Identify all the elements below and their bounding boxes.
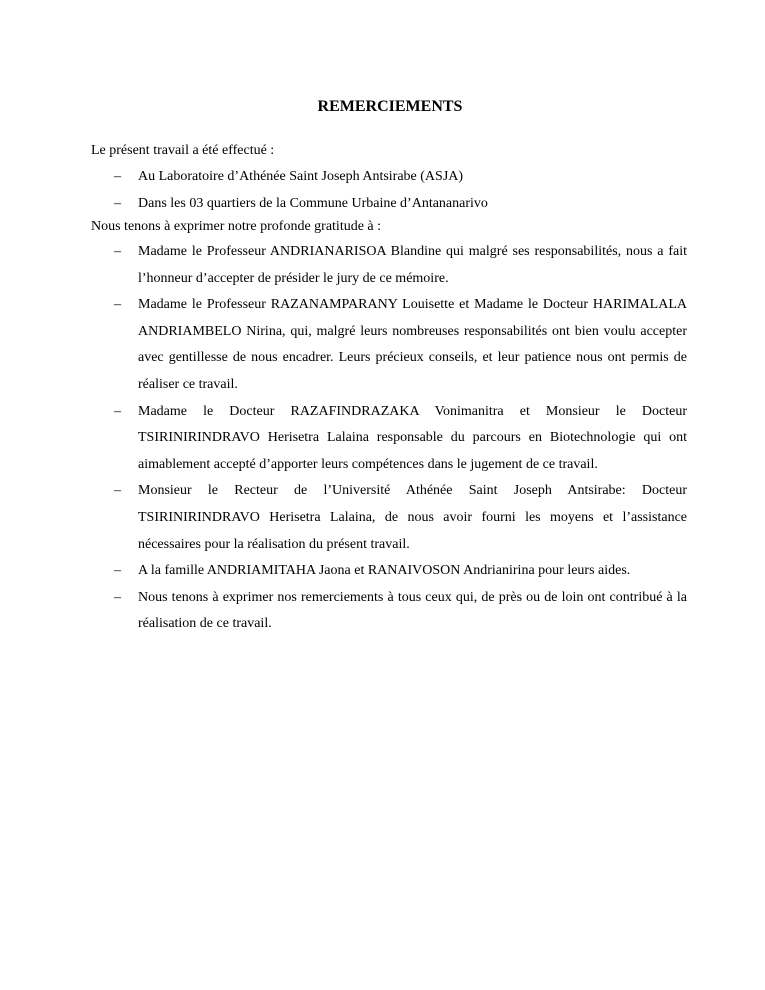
list-item <box>91 190 687 217</box>
page-title: REMERCIEMENTS <box>317 98 463 115</box>
bullet-dash: – <box>114 563 121 579</box>
list-item-text: Madame le Docteur RAZAFINDRAZAKA Vonimanitra et Monsieur le Docteur TSIRINIRINDRAVO Herisetra Lalaina responsable du parcours en Biotechnologie qui ont aimablement accepté d’apporter leurs compétences dans le jugement de ce travail. <box>138 403 687 472</box>
bullet-dash: – <box>114 589 121 605</box>
bullet-dash: – <box>114 483 121 499</box>
list-item-text: Monsieur le Recteur de l’Université Athénée Saint Joseph Antsirabe: Docteur TSIRINIRINDRAVO Herisetra Lalaina, de nous avoir fourni les moyens et l’assistance nécessaires pour la réalisation du présent travail. <box>138 483 687 552</box>
list-item-text: Au Laboratoire d’Athénée Saint Joseph Antsirabe (ASJA) <box>138 169 464 184</box>
bullet-dash: – <box>114 297 121 313</box>
list-item-text: Madame le Professeur RAZANAMPARANY Louisette et Madame le Docteur HARIMALALA ANDRIAMBELO Nirina, qui, malgré leurs nombreuses responsabilités ont bien voulu accepter avec gentillesse de nous encadrer. Leurs précieux conseils, et leur patience nous ont permis de réaliser ce travail. <box>138 297 687 392</box>
acknowledgements-list <box>91 239 687 638</box>
list-item <box>91 558 687 585</box>
list-item-text: A la famille ANDRIAMITAHA Jaona et RANAIVOSON Andrianirina pour leurs aides. <box>138 563 631 579</box>
list-item <box>91 399 687 479</box>
bullet-dash: – <box>114 169 121 184</box>
list-item <box>91 239 687 292</box>
list-item <box>91 292 687 398</box>
intro-paragraph: Le présent travail a été effectué : <box>91 143 275 158</box>
list-item-text: Dans les 03 quartiers de la Commune Urbaine d’Antananarivo <box>138 196 488 211</box>
bullet-dash: – <box>114 196 121 211</box>
bullet-dash: – <box>114 244 121 259</box>
list-item <box>91 585 687 638</box>
bullet-dash: – <box>114 403 121 419</box>
gratitude-intro-paragraph: Nous tenons à exprimer notre profonde gratitude à : <box>91 219 382 234</box>
list-item-text: Nous tenons à exprimer nos remerciements à tous ceux qui, de près ou de loin ont contribué à la réalisation de ce travail. <box>138 589 687 632</box>
places-list <box>91 163 687 217</box>
list-item <box>91 163 687 190</box>
document-body <box>91 141 687 638</box>
list-item-text: Madame le Professeur ANDRIANARISOA Blandine qui malgré ses responsabilités, nous a fait l’honneur d’accepter de présider le jury de ce mémoire. <box>138 244 687 286</box>
list-item <box>91 478 687 558</box>
